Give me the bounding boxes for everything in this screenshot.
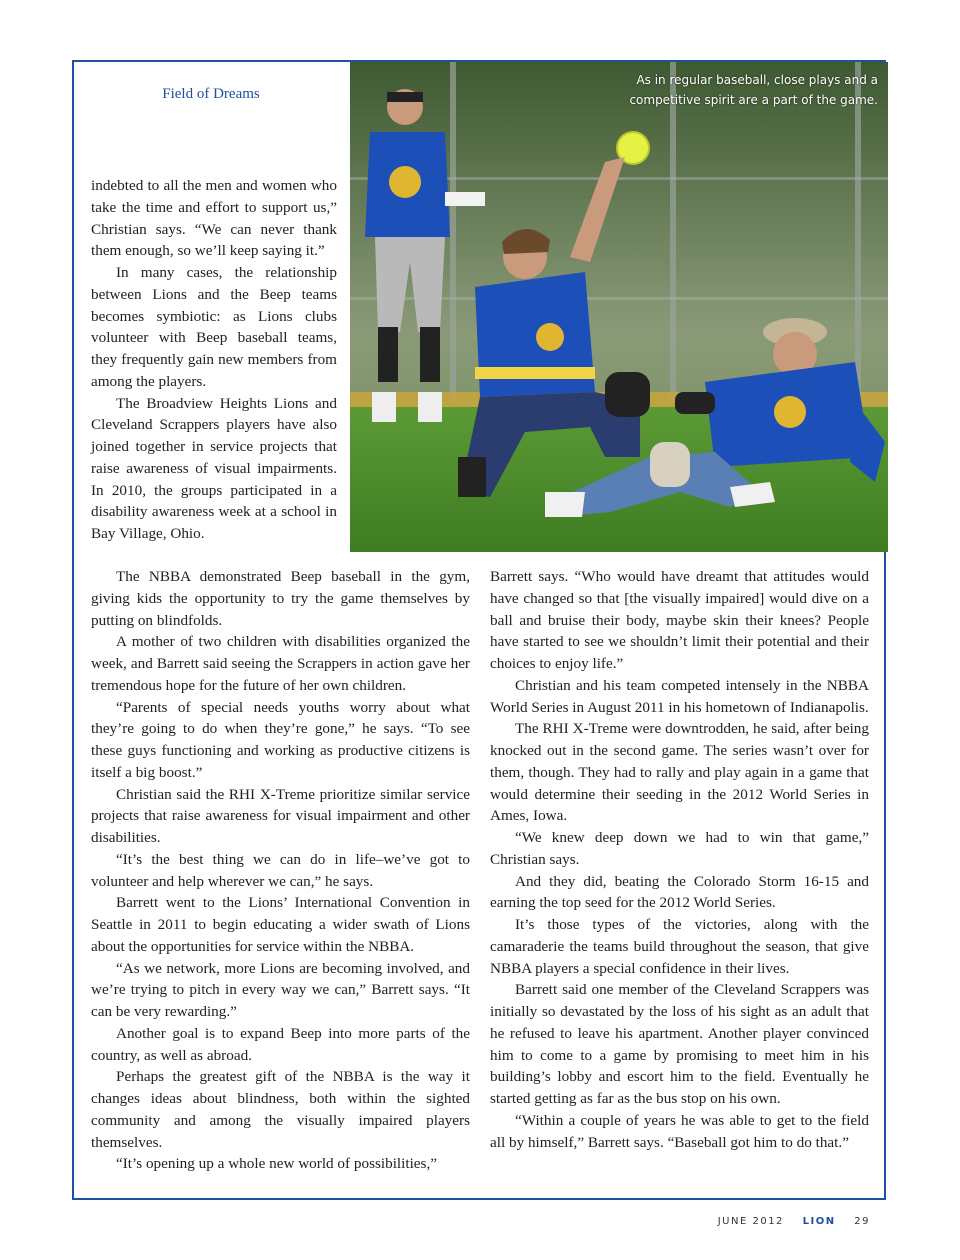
paragraph: Another goal is to expand Beep into more parts of the country, as well as abroad.: [91, 1024, 470, 1064]
paragraph: And they did, beating the Colorado Storm 16-15 and earning the top seed for the 2012 World Series.: [490, 872, 869, 912]
paragraph: In many cases, the relationship between Lions and the Beep teams becomes symbiotic: as Lions clubs volunteer with Beep baseball teams, they frequently gain new members from among the players.: [91, 264, 337, 390]
footer-brand: LION: [802, 1216, 836, 1227]
paragraph: The NBBA demonstrated Beep baseball in the gym, giving kids the opportunity to try the game themselves by putting on blindfolds.: [91, 568, 470, 629]
footer-issue: JUNE 2012: [717, 1216, 784, 1227]
paragraph: “It’s opening up a whole new world of possibilities,”: [116, 1155, 437, 1173]
section-title: Field of Dreams: [162, 86, 260, 102]
paragraph: Barrett said one member of the Cleveland Scrappers was initially so devastated by the loss of his sight as an adult that he refused to leave his apartment. Another player convinced him to come to a game by promising to meet him in his building’s lobby and escort him to the field. Eventually he started getting as far as the bus stop on his own.: [490, 981, 869, 1107]
photo-illustration: [350, 62, 888, 552]
paragraph: “Parents of special needs youths worry about what they’re going to do when they’re gone,” he says. “To see these guys functioning and working as productive citizens is itself a big boost.”: [91, 698, 470, 781]
page-footer: [718, 1216, 870, 1227]
paragraph: “It’s the best thing we can do in life–we’ve got to volunteer and help wherever we can,” he says.: [91, 850, 470, 890]
paragraph: The RHI X-Treme were downtrodden, he said, after being knocked out in the second game. The series wasn’t over for them, though. They had to rally and play again in a game that would determine their seeding in the 2012 World Series in Ames, Iowa.: [490, 720, 869, 825]
paragraph: indebted to all the men and women who take the time and effort to support us,” Christian says. “We can never thank them enough, so we’ll keep saying it.”: [91, 177, 337, 260]
paragraph: Barrett went to the Lions’ International Convention in Seattle in 2011 to begin educating a wider swath of Lions about the opportunities for service within the NBBA.: [91, 894, 470, 955]
paragraph: It’s those types of the victories, along with the camaraderie the teams build throughout the season, that give NBBA players a special confidence in their lives.: [490, 916, 869, 977]
photo-caption: As in regular baseball, close plays and a competitive spirit are a part of the game.: [629, 73, 878, 107]
paragraph: Christian said the RHI X-Treme prioritize similar service projects that raise awareness for visual impairment and other disabilities.: [91, 785, 470, 846]
paragraph: A mother of two children with disabilities organized the week, and Barrett said seeing the Scrappers in action gave her tremendous hope for the future of her own children.: [91, 633, 470, 694]
column-2: [490, 566, 869, 1153]
footer-page-number: 29: [854, 1216, 870, 1227]
paragraph: The Broadview Heights Lions and Cleveland Scrappers players have also joined together in service projects that raise awareness of visual impairments. In 2010, the groups participated in a disability awareness week at a school in Bay Village, Ohio.: [91, 394, 337, 542]
paragraph: Barrett says. “Who would have dreamt that attitudes would have changed so that [the visually impaired] would dive on a ball and bruise their body, maybe skin their knees? People have started to see we shouldn’t limit their potential and their choices to enjoy life.”: [490, 568, 869, 672]
paragraph: Perhaps the greatest gift of the NBBA is the way it changes ideas about blindness, both within the sighted community and among the visually impaired players themselves.: [91, 1068, 470, 1151]
column-1-bottom: [91, 566, 470, 1175]
paragraph: “We knew deep down we had to win that game,” Christian says.: [490, 829, 869, 868]
paragraph: “Within a couple of years he was able to get to the field all by himself,” Barrett says. “Baseball got him to do that.”: [490, 1111, 869, 1151]
softball-photo: [350, 62, 888, 552]
column-1-top: [91, 175, 337, 545]
paragraph: Christian and his team competed intensely in the NBBA World Series in August 2011 in his hometown of Indianapolis.: [490, 676, 869, 716]
paragraph: “As we network, more Lions are becoming involved, and we’re trying to pitch in every way we can,” Barrett says. “It can be very rewarding.”: [91, 959, 470, 1020]
